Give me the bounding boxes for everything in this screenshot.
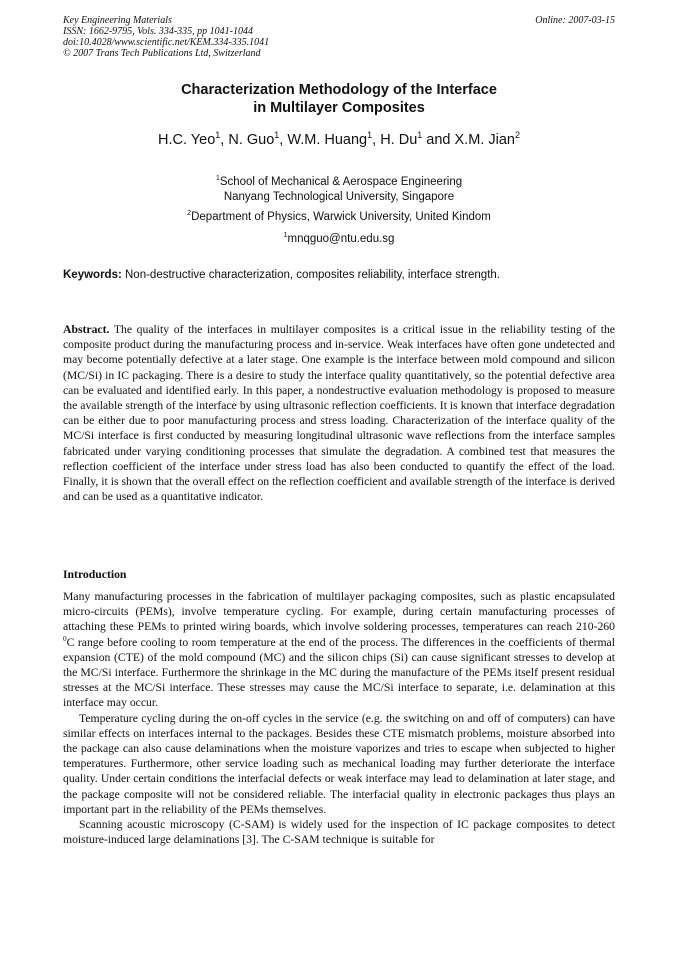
author-name: W.M. Huang <box>287 132 368 148</box>
author-name: H.C. Yeo <box>158 132 216 148</box>
author-separator: , <box>372 132 381 148</box>
introduction-body <box>63 589 615 847</box>
author-name: N. Guo <box>228 132 275 148</box>
intro-paragraph-1-part-b: C range before cooling to room temperature at the end of the process. The differences in the coefficients of thermal expansion (CTE) of the mold compound (MC) and the silicon chips (Si) can cause significant stresses to develop at the MC/Si interface. Furthermore the shrinkage in the MC during the manufacture of the PEMs itself present residual stresses at the MC/Si interface. These stresses may cause the MC/Si interface to separate, i.e. delamination at this interface may occur. <box>63 635 615 710</box>
intro-paragraph-2: Temperature cycling during the on-off cycles in the service (e.g. the switching on and off of computers) can have similar effects on interfaces internal to the packages. Besides these CTE mismatch problems, moisture absorbed into the package can also cause delaminations when the moisture vaporizes and tries to escape when subjected to higher temperatures. Furthermore, other service loading such as mechanical loading may further deteriorate the interface quality. Under certain conditions the interfacial defects or weak interface may lead to delamination at later stage, and the package composite will not be considered reliable. The interfacial quality in electronic packages thus plays an important part in the reliability of the PEMs themselves. <box>63 711 615 816</box>
keywords-line <box>63 268 615 283</box>
keywords-label: Keywords: <box>63 269 122 281</box>
author-name: X.M. Jian <box>454 132 515 148</box>
doi-line: doi:10.4028/www.scientific.net/KEM.334-335.1041 <box>63 37 270 48</box>
affiliation-1-mark: 1 <box>215 174 220 183</box>
author-affiliation-mark: 1 <box>367 130 373 141</box>
affiliation-1-line-2: Nanyang Technological University, Singapore <box>223 191 455 203</box>
author-separator: and <box>422 132 455 148</box>
keywords-text: Non-destructive characterization, composites reliability, interface strength. <box>125 269 500 281</box>
section-heading-introduction: Introduction <box>63 568 127 581</box>
affiliation-2-line-1: Department of Physics, Warwick University, United Kindom <box>191 211 491 223</box>
degree-mark: 0 <box>63 634 67 643</box>
email-address[interactable]: mnqguo@ntu.edu.sg <box>287 233 395 245</box>
author-affiliation-mark: 1 <box>215 130 221 141</box>
author-name: H. Du <box>380 132 418 148</box>
affiliation-2 <box>63 210 615 225</box>
intro-paragraph-3: Scanning acoustic microscopy (C-SAM) is widely used for the inspection of IC package composites to detect moisture-induced large delaminations [3]. The C-SAM technique is suitable for <box>63 818 615 847</box>
paper-title <box>63 81 615 117</box>
author-list <box>63 130 615 150</box>
abstract-paragraph <box>63 322 615 504</box>
abstract-label: Abstract. <box>63 323 110 336</box>
email-mark: 1 <box>283 231 288 240</box>
author-affiliation-mark: 1 <box>274 130 280 141</box>
intro-paragraph-1 <box>63 589 615 711</box>
author-separator: , <box>279 132 288 148</box>
author-separator: , <box>220 132 229 148</box>
copyright-line: © 2007 Trans Tech Publications Ltd, Switzerland <box>63 48 261 59</box>
journal-name: Key Engineering Materials <box>63 15 172 26</box>
corresponding-email <box>63 232 615 247</box>
author-affiliation-mark: 1 <box>417 130 423 141</box>
issn-line: ISSN: 1662-9795, Vols. 334-335, pp 1041-1044 <box>63 26 253 37</box>
online-date: Online: 2007-03-15 <box>535 15 615 26</box>
intro-paragraph-1-part-a: Many manufacturing processes in the fabrication of multilayer packaging composites, such as plastic encapsulated micro-circuits (PEMs), involve temperature cycling. For example, during certain manufacturing processes of attaching these PEMs to printed wiring boards, which involve soldering processes, temperatures can reach 210-260 <box>63 590 615 634</box>
author-affiliation-mark: 2 <box>514 130 520 141</box>
affiliation-1 <box>63 175 615 205</box>
title-line-1: Characterization Methodology of the Interface <box>181 82 497 98</box>
affiliation-2-mark: 2 <box>187 209 192 218</box>
abstract-text: The quality of the interfaces in multilayer composites is a critical issue in the reliability testing of the composite product during the manufacturing process and in-service. Weak interfaces have often gone undetected and may become potentially defective at a later stage. One example is the interface between mold compound and silicon (MC/Si) in IC packaging. There is a desire to study the interface quality quantitatively, so the potential defective area can be evaluated and identified early. In this paper, a nondestructive evaluation methodology is proposed to measure the available strength of the interface by using ultrasonic reflection coefficients. It is known that interface degradation can be either due to poor manufacturing process and stress loading. Characterization of the interface quality of the MC/Si interface is first conducted by measuring longitudinal ultrasonic wave reflections from the interface samples fabricated under varying conditioning processes that simulate the degradation. A combined test that measures the reflection coefficient of the interface under stress load has also been conducted to quantify the effect of the load. Finally, it is shown that the overall effect on the reflection coefficient and available strength of the interface is derived and can be used as a quantitative indicator. <box>63 323 615 504</box>
title-line-2: in Multilayer Composites <box>253 100 425 116</box>
journal-header <box>63 15 269 59</box>
affiliation-1-line-1: School of Mechanical & Aerospace Engineering <box>219 176 463 188</box>
